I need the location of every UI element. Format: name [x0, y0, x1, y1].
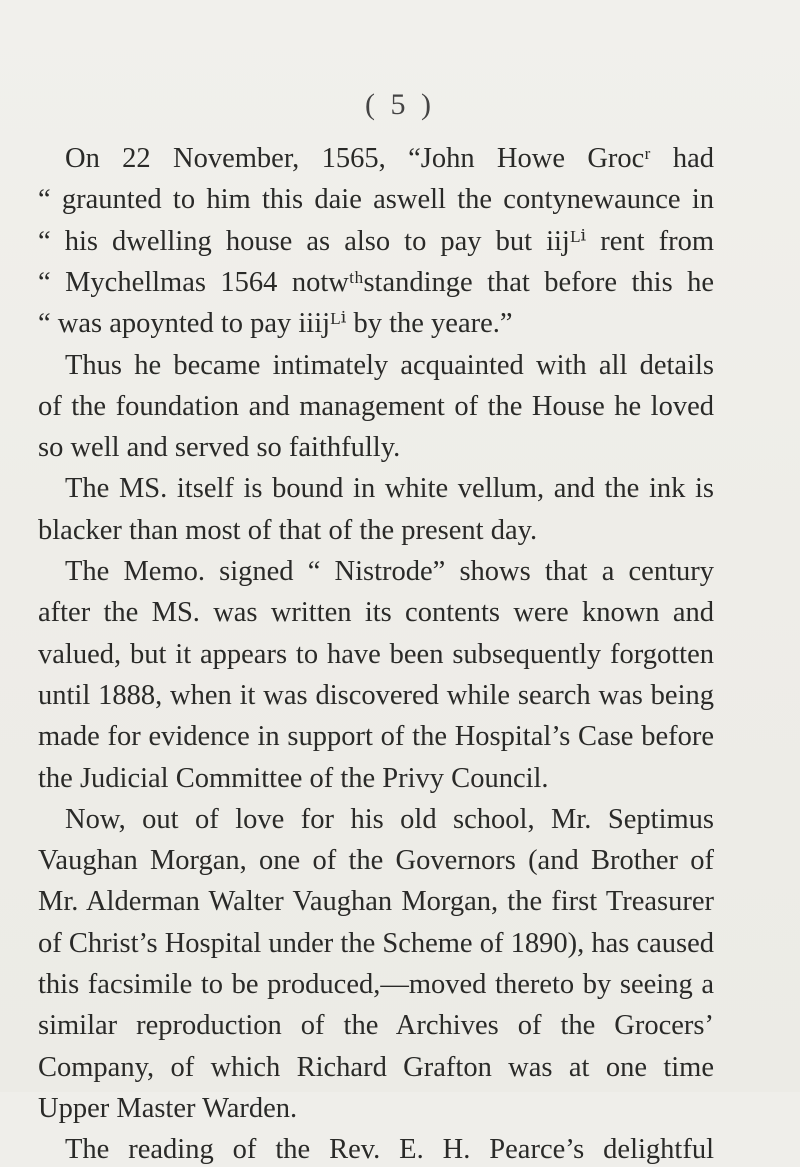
text-line: of Christ’s Hospital under the Scheme of 1890), has caused [38, 927, 714, 959]
text-line: “ graunted to him this daie aswell the contynewaunce in [38, 184, 714, 216]
text-line: Upper Master Warden. [38, 1092, 298, 1124]
text-line: of the foundation and management of the House he loved [38, 390, 714, 422]
text-line: after the MS. was written its contents were known and [38, 597, 714, 629]
text-line: The MS. itself is bound in white vellum, and the ink is [65, 473, 714, 505]
text-line: this facsimile to be produced,—moved thereto by seeing a [38, 969, 714, 1000]
text-line: “ was apoynted to pay iiijᴸⁱ by the yeare.” [38, 308, 513, 340]
text-line: The reading of the Rev. E. H. Pearce’s delightful [65, 1134, 714, 1166]
text-line: Now, out of love for his old school, Mr. Septimus [65, 803, 714, 835]
text-line: Mr. Alderman Walter Vaughan Morgan, the first Treasurer [38, 886, 714, 918]
text-line: Vaughan Morgan, one of the Governors (and Brother of [38, 845, 714, 877]
text-line: Thus he became intimately acquainted with all details [65, 349, 714, 381]
text-line: so well and served so faithfully. [38, 432, 401, 464]
text-line: The Memo. signed “ Nistrode” shows that a century [65, 556, 714, 587]
text-line: similar reproduction of the Archives of the Grocers’ [38, 1010, 714, 1042]
text-line: Company, of which Richard Grafton was at one time [38, 1051, 714, 1083]
text-line: valued, but it appears to have been subsequently forgotten [38, 638, 714, 670]
text-line: “ Mychellmas 1564 notwᵗʰstandinge that before this he [38, 266, 714, 298]
text-line: until 1888, when it was discovered while search was being [38, 679, 714, 711]
text-line: On 22 November, 1565, “John Howe Grocʳ had [65, 143, 714, 174]
page-number: ( 5 ) [365, 88, 435, 121]
text-line: “ his dwelling house as also to pay but iijᴸⁱ rent from [38, 225, 714, 257]
text-line: made for evidence in support of the Hospital’s Case before [38, 721, 714, 753]
text-line: blacker than most of that of the present day. [38, 514, 538, 546]
text-line: the Judicial Committee of the Privy Council. [38, 762, 549, 794]
